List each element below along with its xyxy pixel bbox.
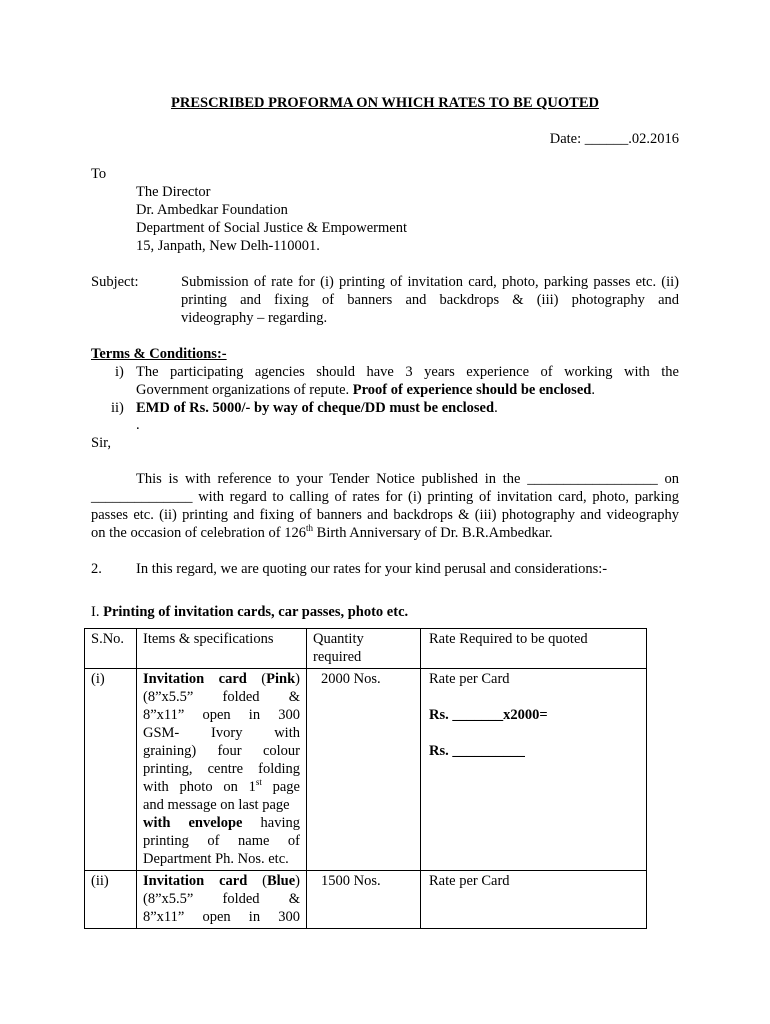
address-line-4: 15, Janpath, New Delh-110001. bbox=[136, 238, 320, 254]
row-1-spec: Invitation card (Pink) (8”x5.5” folded & 8”x11” open in 300 GSM- Ivory with graining) four colour printing, centre folding with photo on 1st page and message on last page with envelope having printing of name of Department Ph. Nos. etc. bbox=[137, 669, 307, 871]
header-items: Items & specifications bbox=[137, 629, 307, 669]
terms-item-2: EMD of Rs. 5000/- by way of cheque/DD must be enclosed. bbox=[136, 400, 498, 416]
terms-item-1-line-2: Government organizations of repute. Proof of experience should be enclosed. bbox=[136, 382, 595, 398]
address-line-2: Dr. Ambedkar Foundation bbox=[136, 202, 288, 218]
salutation: Sir, bbox=[91, 435, 111, 451]
row-2-rate: Rate per Card bbox=[421, 871, 647, 929]
body-p1-line-4: on the occasion of celebration of 126th Birth Anniversary of Dr. B.R.Ambedkar. bbox=[91, 523, 553, 541]
table-header-row bbox=[85, 629, 647, 669]
section-1-heading: I. Printing of invitation cards, car passes, photo etc. bbox=[91, 604, 409, 620]
terms-heading: Terms & Conditions:- bbox=[91, 346, 227, 362]
table-row bbox=[85, 669, 647, 871]
body-p1-line-3: passes etc. (ii) printing and fixing of banners and backdrops & (iii) photography and videography bbox=[91, 507, 679, 523]
header-rate: Rate Required to be quoted bbox=[421, 629, 647, 669]
row-1-sno: (i) bbox=[85, 669, 137, 871]
subject-line-3: videography – regarding. bbox=[181, 310, 328, 326]
row-2-spec: Invitation card (Blue) (8”x5.5” folded & 8”x11” open in 300 bbox=[137, 871, 307, 929]
terms-item-1-number: i) bbox=[115, 364, 124, 380]
body-p1-line-1: This is with reference to your Tender Notice published in the __________________ on bbox=[136, 471, 679, 487]
address-line-3: Department of Social Justice & Empowerment bbox=[136, 220, 407, 236]
terms-item-2-number: ii) bbox=[111, 400, 124, 416]
to-label: To bbox=[91, 166, 107, 182]
subject-line-1: Submission of rate for (i) printing of invitation card, photo, parking passes etc. (ii) bbox=[181, 274, 679, 290]
table-row bbox=[85, 871, 647, 929]
header-quantity: Quantity required bbox=[307, 629, 421, 669]
subject-line-2: printing and fixing of banners and backdrops & (iii) photography and bbox=[181, 292, 679, 308]
date-line: Date: ______.02.2016 bbox=[549, 131, 679, 147]
body-p1-line-2: ______________ with regard to calling of rates for (i) printing of invitation card, photo, parking bbox=[91, 489, 679, 505]
subject-label: Subject: bbox=[91, 274, 139, 290]
header-sno: S.No. bbox=[85, 629, 137, 669]
body-p2-text: In this regard, we are quoting our rates for your kind perusal and considerations:- bbox=[136, 561, 608, 577]
row-1-quantity: 2000 Nos. bbox=[307, 669, 421, 871]
terms-dot: . bbox=[136, 417, 140, 433]
row-2-quantity: 1500 Nos. bbox=[307, 871, 421, 929]
page-title: PRESCRIBED PROFORMA ON WHICH RATES TO BE QUOTED bbox=[171, 95, 599, 111]
terms-item-1-line-1: The participating agencies should have 3 years experience of working with the bbox=[136, 364, 679, 380]
address-line-1: The Director bbox=[136, 184, 211, 200]
body-p2-number: 2. bbox=[91, 561, 102, 577]
rates-table bbox=[84, 628, 647, 929]
row-2-sno: (ii) bbox=[85, 871, 137, 929]
row-1-rate: Rate per Card Rs. _______x2000= Rs. __________ bbox=[421, 669, 647, 871]
